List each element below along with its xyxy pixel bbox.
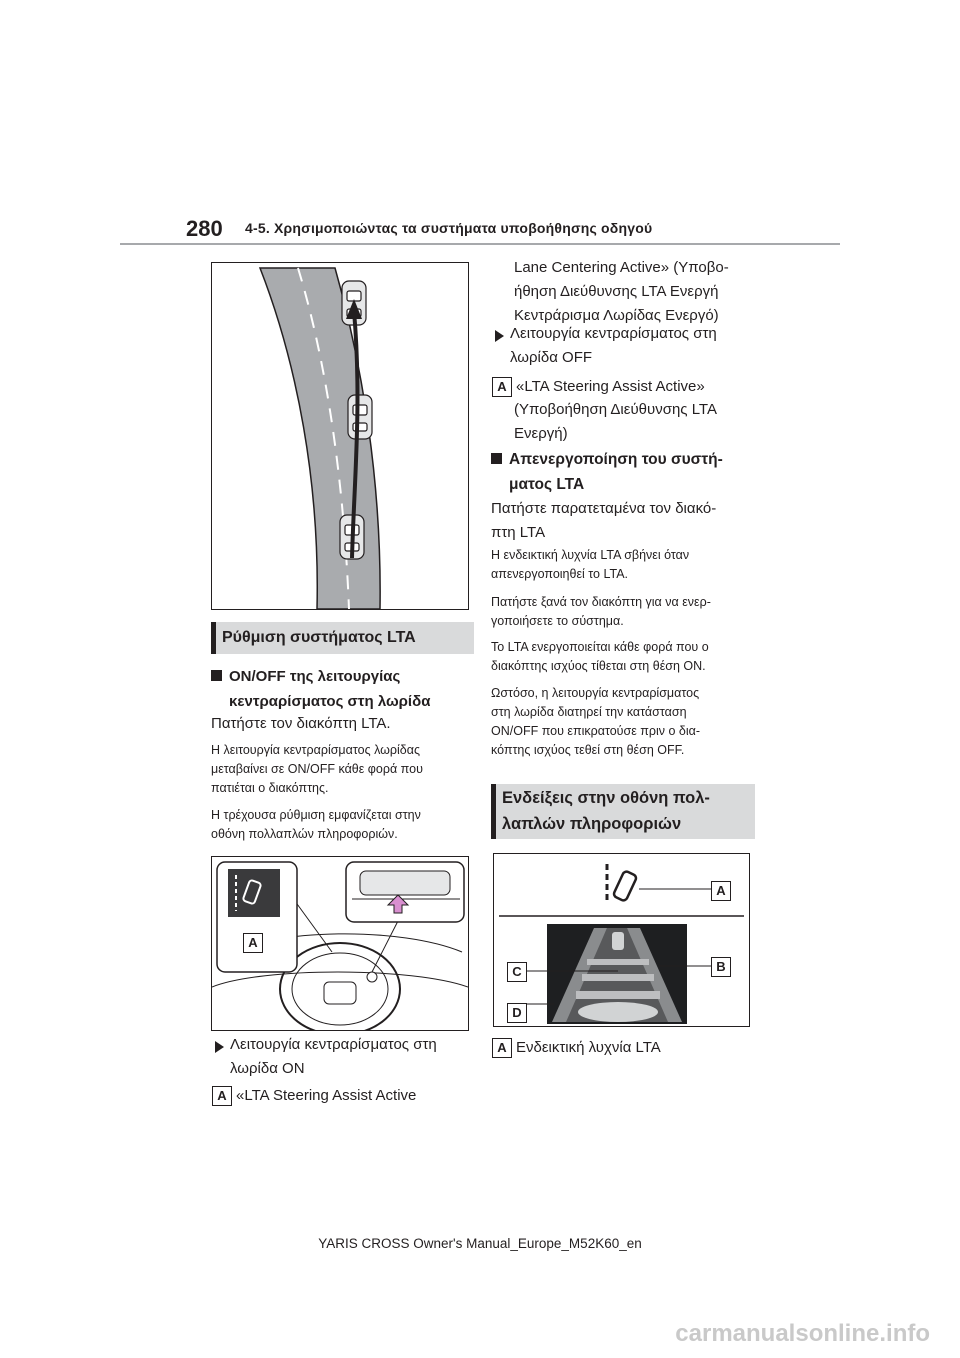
triangle-bullet-icon	[495, 330, 504, 342]
paragraph-indicator-off: Η ενδεικτική λυχνία LTA σβήνει όταν απενεργοποιηθεί το LTA.	[491, 548, 690, 581]
label-b: B	[711, 957, 731, 977]
press-instruction: Πατήστε τον διακόπτη LTA.	[211, 715, 391, 732]
label-a: A	[212, 1086, 232, 1106]
label-d: D	[507, 1003, 527, 1023]
press-hold-instruction: Πατήστε παρατεταμένα τον διακό- πτη LTA	[491, 500, 717, 541]
label-a: A	[492, 1038, 512, 1058]
item-a-text: «LTA Steering Assist Active	[236, 1087, 417, 1104]
footer-manual-id: YARIS CROSS Owner's Manual_Europe_M52K60_en	[318, 1236, 642, 1251]
paragraph-toggle: Η λειτουργία κεντραρίσματος λωρίδας μεταβαίνει σε ON/OFF κάθε φορά που πατιέται ο διακόπτης.	[211, 743, 423, 795]
watermark: carmanualsonline.info	[675, 1320, 930, 1347]
triangle-bullet-icon	[215, 1041, 224, 1053]
lane-centering-illustration	[211, 262, 469, 610]
continued-text: Lane Centering Active» (Υποβο- ήθηση Διεύθυνσης LTA Ενεργή Κεντράρισμα Λωρίδας Ενεργό)	[514, 259, 729, 324]
section-heading-mid-display: Ενδείξεις στην οθόνη πολ- λαπλών πληροφοριών	[491, 784, 755, 839]
paragraph-reenable: Πατήστε ξανά τον διακόπτη για να ενερ- γοποιήσετε το σύστημα.	[491, 595, 711, 628]
legend-lta-indicator: Ενδεικτική λυχνία LTA	[516, 1039, 661, 1056]
item-a-text: «LTA Steering Assist Active»	[516, 378, 705, 395]
paragraph-display: Η τρέχουσα ρύθμιση εμφανίζεται στην οθόνη πολλαπλών πληροφοριών.	[211, 808, 421, 841]
bullet-heading-disable-lta: Απενεργοποίηση του συστή- ματος LTA	[491, 447, 779, 497]
section-heading-lta-setting: Ρύθμιση συστήματος LTA	[211, 622, 474, 654]
label-c: C	[507, 962, 527, 982]
label-a: A	[243, 933, 263, 953]
item-centering-on: Λειτουργία κεντραρίσματος στη λωρίδα ON	[230, 1036, 437, 1077]
multi-info-display-illustration	[493, 853, 750, 1027]
square-bullet-icon	[491, 453, 502, 464]
page-number: 280	[186, 216, 223, 241]
item-centering-off: Λειτουργία κεντραρίσματος στη λωρίδα OFF	[510, 325, 717, 366]
chapter-title: 4-5. Χρησιμοποιώντας τα συστήματα υποβοήθησης οδηγού	[245, 220, 653, 236]
label-a: A	[492, 377, 512, 397]
car-icon	[348, 395, 372, 439]
steering-switch-illustration	[211, 856, 469, 1031]
square-bullet-icon	[211, 670, 222, 681]
paragraph-state-retained: Ωστόσο, η λειτουργία κεντραρίσματος στη λωρίδα διατηρεί την κατάσταση ON/OFF που επικρατούσε πριν ο δια- κόπτης ισχύος τεθεί στη θέση OFF.	[491, 686, 701, 757]
item-a-subtext: (Υποβοήθηση Διεύθυνσης LTA Ενεργή)	[514, 401, 717, 442]
paragraph-power-on: Το LTA ενεργοποιείται κάθε φορά που ο διακόπτης ισχύος τίθεται στη θέση ON.	[491, 640, 709, 673]
bullet-heading-on-off: ON/OFF της λειτουργίας κεντραρίσματος στη λωρίδα	[211, 664, 489, 714]
label-a: A	[711, 881, 731, 901]
header-rule	[120, 243, 840, 245]
